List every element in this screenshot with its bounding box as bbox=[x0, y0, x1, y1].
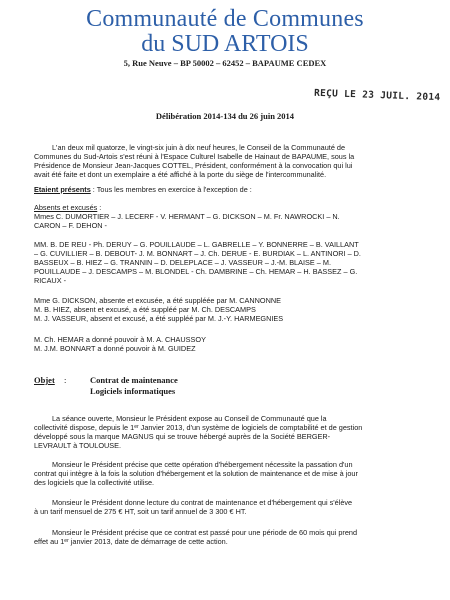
substitute-line: M. J. VASSEUR, absent et excusé, a été suppléé par M. J.-Y. HARMEGNIES bbox=[34, 314, 284, 324]
object-text bbox=[90, 375, 178, 397]
intro-line: L'an deux mil quatorze, le vingt-six juin à dix neuf heures, le Conseil de la Communauté de bbox=[52, 143, 346, 152]
object-line2: Logiciels informatiques bbox=[90, 386, 176, 396]
para4-line: Monsieur le Président précise que ce contrat est passé pour une période de 60 mois qui prend bbox=[52, 528, 358, 537]
substitutes-block bbox=[34, 296, 424, 323]
presents-text: : Tous les membres en exercice à l'exception de : bbox=[90, 185, 252, 194]
para3-line: à un tarif mensuel de 275 € HT, soit un tarif annuel de 3 300 € HT. bbox=[34, 507, 247, 517]
intro-line: Communes du Sud-Artois s'est réuni à l'Espace Culturel Isabelle de Hainaut de BAPAUME, sous la bbox=[34, 152, 355, 162]
object-colon: : bbox=[64, 375, 67, 385]
substitute-line: Mme G. DICKSON, absente et excusée, a été suppléée par M. CANNONNE bbox=[34, 296, 281, 305]
header-title-line2: du SUD ARTOIS bbox=[141, 31, 309, 57]
received-stamp: REÇU LE 23 JUIL. 2014 bbox=[313, 87, 441, 104]
absents-block bbox=[34, 203, 424, 230]
presents-label: Etaient présents bbox=[34, 185, 91, 194]
para2-line: Monsieur le Président précise que cette opération d'hébergement nécessite la passation d'un bbox=[52, 460, 353, 469]
members-block bbox=[34, 240, 424, 285]
absents-colon: : bbox=[97, 203, 102, 212]
para1-line: La séance ouverte, Monsieur le Président expose au Conseil de Communauté que la bbox=[52, 414, 327, 423]
absents-label: Absents et excusés bbox=[34, 203, 98, 212]
intro-line: avait été faite et dont un exemplaire a été affiché à la porte du siège de l'intercommunalité. bbox=[34, 170, 327, 180]
para3-line: Monsieur le Président donne lecture du contrat de maintenance et d'hébergement qui s'élève bbox=[52, 498, 353, 507]
substitute-line: M. B. HIEZ, absent et excusé, a été suppléé par M. Ch. DESCAMPS bbox=[34, 305, 256, 315]
proxies-block bbox=[34, 335, 424, 353]
members-line: – G. CUVILLIER – B. DEBOUT- J. M. BONNART – J. Ch. DERUE - E. BURDIAK – L. ANTINORI – D. bbox=[34, 249, 361, 259]
para1-line: collectivité dispose, depuis le 1er Janvier 2013, d'un système de logiciels de comptabilité et de gestion bbox=[34, 423, 363, 433]
para4-line: effet au 1er janvier 2013, date de démarrage de cette action. bbox=[34, 537, 228, 547]
members-line: MM. B. DE REU - Ph. DERUY – G. POUILLAUDE – L. GABRELLE – Y. BONNERRE – B. VAILLANT bbox=[34, 240, 359, 249]
intro-line: Présidence de Monsieur Jean-Jacques COTTEL, Président, conformément à la convocation qui lui bbox=[34, 161, 353, 171]
paragraph-2 bbox=[34, 460, 424, 487]
presents-line bbox=[34, 185, 424, 194]
header-address: 5, Rue Neuve – BP 50002 – 62452 – BAPAUME CEDEX bbox=[123, 58, 327, 68]
para2-line: contrat qui intègre à la fois la solution d'hébergement et la solution de maintenance et de mise à jour bbox=[34, 469, 358, 479]
absents-line: Mmes C. DUMORTIER – J. LECERF - V. HERMANT – G. DICKSON – M. Fr. NAWROCKI – N. bbox=[34, 212, 340, 222]
paragraph-1 bbox=[34, 414, 424, 450]
proxy-line: M. Ch. HEMAR a donné pouvoir à M. A. CHAUSSOY bbox=[34, 335, 206, 344]
deliberation-title: Délibération 2014-134 du 26 juin 2014 bbox=[155, 111, 295, 121]
para1-line: LEVRAULT à TOULOUSE. bbox=[34, 441, 122, 451]
members-line: RICAUX - bbox=[34, 276, 67, 286]
header-title-line1: Communauté de Communes bbox=[86, 6, 364, 32]
object-label: Objet bbox=[34, 375, 55, 385]
paragraph-4 bbox=[34, 528, 424, 546]
paragraph-3 bbox=[34, 498, 424, 516]
para2-line: des logiciels que la collectivité utilise. bbox=[34, 478, 155, 488]
members-line: POUILLAUDE – J. DESCAMPS – M. BLONDEL - Ch. DAMBRINE – Ch. HEMAR – H. BASSEZ – G. bbox=[34, 267, 358, 277]
intro-paragraph bbox=[34, 143, 424, 179]
proxy-line: M. J.M. BONNART a donné pouvoir à M. GUIDEZ bbox=[34, 344, 196, 354]
absents-line: CARON – F. DEHON - bbox=[34, 221, 107, 231]
object-line1: Contrat de maintenance bbox=[90, 375, 178, 385]
para1-line: développé sous la marque MAGNUS qui se trouve hébergé auprès de la Société BERGER- bbox=[34, 432, 331, 442]
members-line: BASSEUX – B. HIEZ – G. TRANNIN – D. DELEPLACE – J. VASSEUR – J.-M. BLAISE – M. bbox=[34, 258, 331, 268]
